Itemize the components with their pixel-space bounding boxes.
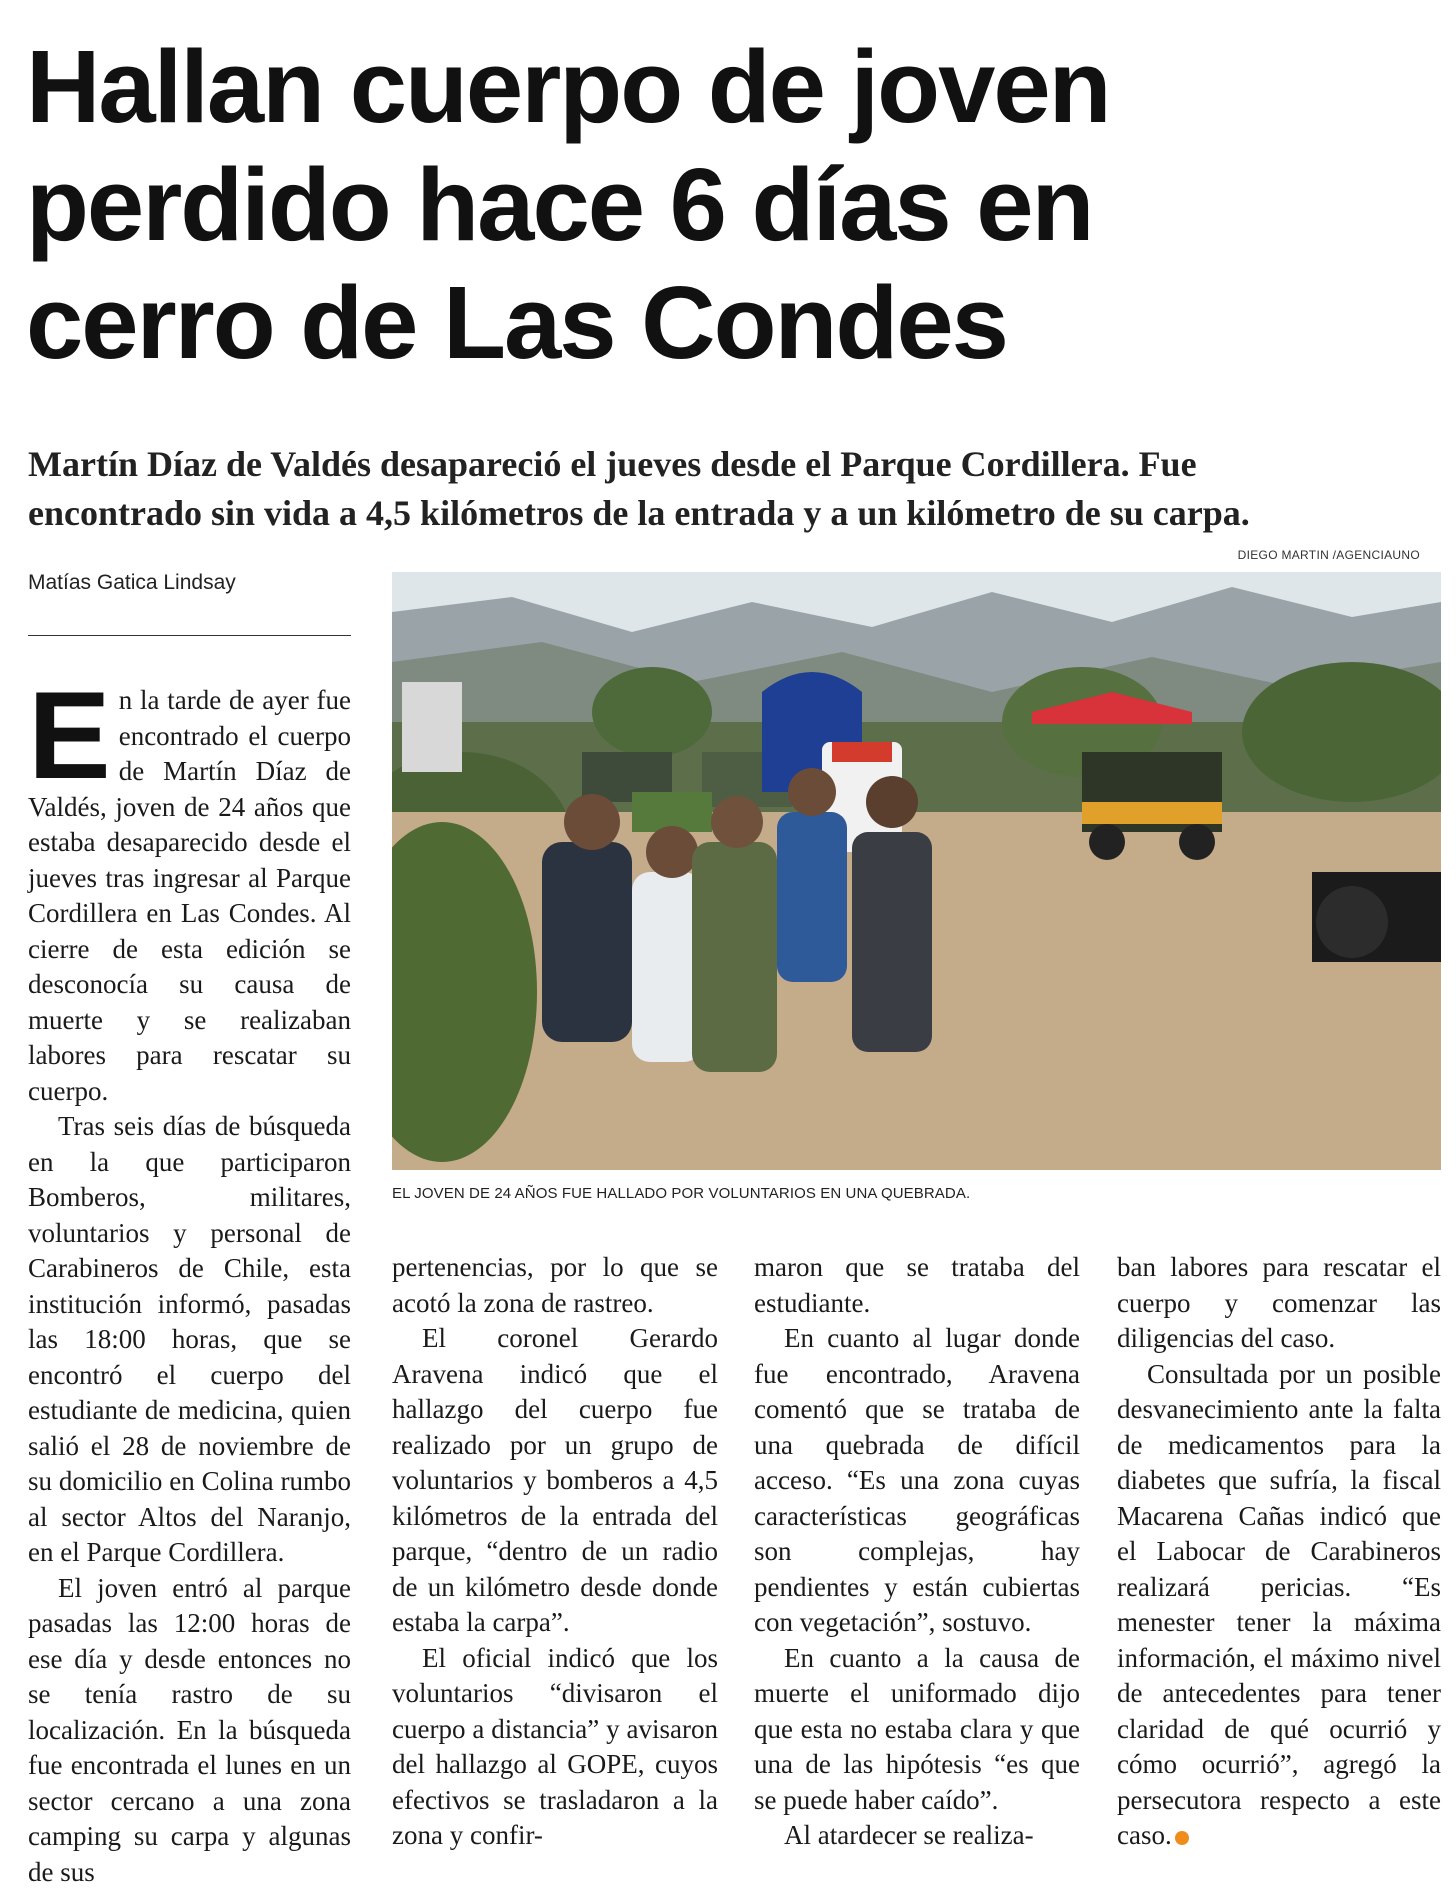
article-column-2 bbox=[392, 1250, 718, 1854]
article-paragraph: maron que se trataba del estudiante. bbox=[754, 1250, 1080, 1321]
headline-line: Hallan cuerpo de joven bbox=[26, 28, 1426, 146]
subheadline-line: Martín Díaz de Valdés desapareció el jueves desde el Parque Cordillera. Fue bbox=[28, 440, 1438, 489]
article-paragraph: El joven entró al parque pasadas las 12:00 horas de ese día y desde entonces no se tenía rastro de su localización. En la búsqueda fue encontrada el lunes en un sector cercano a una zona camping su carpa y algunas de sus bbox=[28, 1571, 351, 1890]
photo-caption: EL JOVEN DE 24 AÑOS FUE HALLADO POR VOLUNTARIOS EN UNA QUEBRADA. bbox=[392, 1185, 970, 1202]
news-photo bbox=[392, 572, 1441, 1170]
article-paragraph: El oficial indicó que los voluntarios “divisaron el cuerpo a distancia” y avisaron del hallazgo al GOPE, cuyos efectivos se trasladaron a la zona y confir- bbox=[392, 1641, 718, 1854]
photo-credit: DIEGO MARTIN /AGENCIAUNO bbox=[1238, 548, 1420, 562]
headline-line: cerro de Las Condes bbox=[26, 264, 1426, 382]
byline: Matías Gatica Lindsay bbox=[28, 571, 236, 595]
article-paragraph: En cuanto al lugar donde fue encontrado, Aravena comentó que se trataba de una quebrada de difícil acceso. “Es una zona cuyas características geográficas son complejas, hay pendientes y están cubiertas con vegetación”, sostuvo. bbox=[754, 1321, 1080, 1641]
article-column-1 bbox=[28, 683, 351, 1890]
article-paragraph: Tras seis días de búsqueda en la que participaron Bomberos, militares, voluntarios y personal de Carabineros de Chile, esta institución informó, pasadas las 18:00 horas, que se encontró el cuerpo del estudiante de medicina, quien salió el 28 de noviembre de su domicilio en Colina rumbo al sector Altos del Naranjo, en el Parque Cordillera. bbox=[28, 1109, 351, 1571]
end-of-article-icon bbox=[1175, 1831, 1189, 1845]
article-paragraph: Al atardecer se realiza- bbox=[754, 1818, 1080, 1854]
paragraph-text: Consultada por un posible desvanecimiento ante la falta de medicamentos para la diabetes que sufría, la fiscal Macarena Cañas indicó que el Labocar de Carabineros realizará pericias. “Es menester tener la máxima información, el máximo nivel de antecedentes para tener claridad de qué ocurrió y cómo ocurrió”, agregó la persecutora respecto a este caso. bbox=[1117, 1359, 1441, 1851]
drop-cap: E bbox=[28, 689, 111, 783]
article-paragraph: pertenencias, por lo que se acotó la zona de rastreo. bbox=[392, 1250, 718, 1321]
article-paragraph bbox=[28, 683, 351, 1109]
article-paragraph: En cuanto a la causa de muerte el uniformado dijo que esta no estaba clara y que una de las hipótesis “es que se puede haber caído”. bbox=[754, 1641, 1080, 1819]
subheadline bbox=[28, 440, 1438, 538]
headline-line: perdido hace 6 días en bbox=[26, 146, 1426, 264]
article-paragraph bbox=[1117, 1357, 1441, 1854]
article-column-4 bbox=[1117, 1250, 1441, 1854]
byline-divider bbox=[28, 635, 351, 636]
news-photo-illustration bbox=[392, 572, 1441, 1170]
article-column-3 bbox=[754, 1250, 1080, 1854]
article-paragraph: El coronel Gerardo Aravena indicó que el hallazgo del cuerpo fue realizado por un grupo de voluntarios y bomberos a 4,5 kilómetros de la entrada del parque, “dentro de un radio de un kilómetro desde donde estaba la carpa”. bbox=[392, 1321, 718, 1641]
subheadline-line: encontrado sin vida a 4,5 kilómetros de la entrada y a un kilómetro de su carpa. bbox=[28, 489, 1438, 538]
headline bbox=[26, 28, 1426, 382]
paragraph-text: n la tarde de ayer fue encontrado el cuerpo de Martín Díaz de Valdés, joven de 24 años que estaba desaparecido desde el jueves tras ingresar al Parque Cordillera en Las Condes. Al cierre de esta edición se desconocía su causa de muerte y se realizaban labores para rescatar su cuerpo. bbox=[28, 685, 351, 1106]
article-paragraph: ban labores para rescatar el cuerpo y comenzar las diligencias del caso. bbox=[1117, 1250, 1441, 1357]
